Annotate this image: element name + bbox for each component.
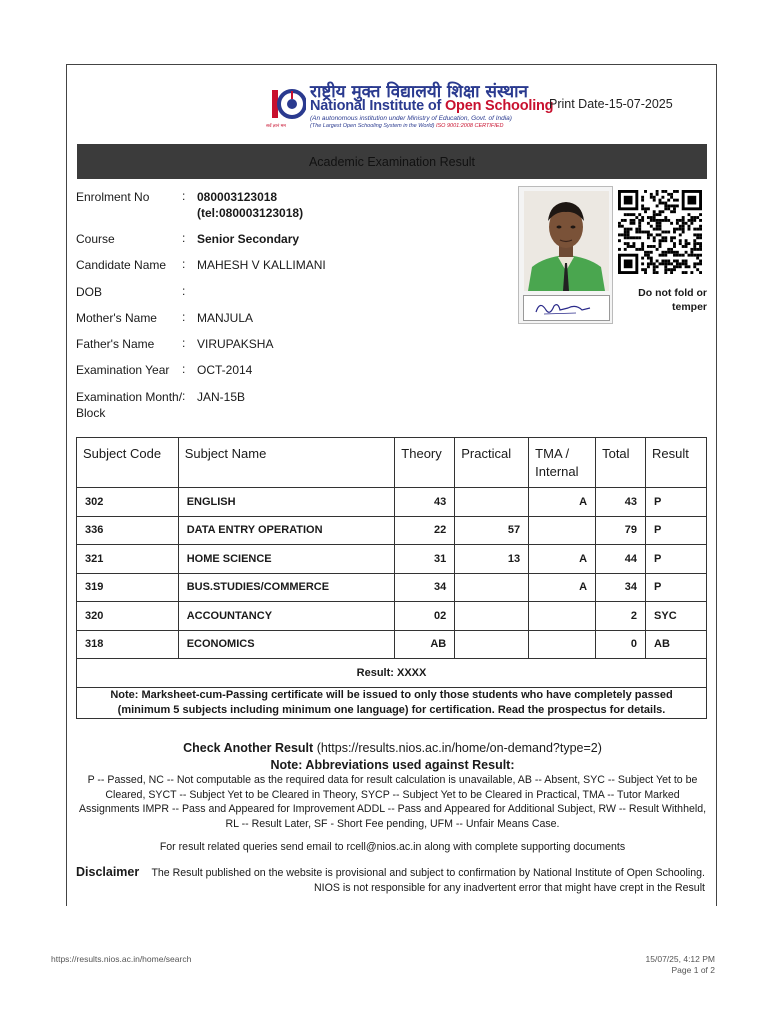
practical-marks xyxy=(455,573,529,602)
marks-table xyxy=(76,437,707,719)
subject-name: ECONOMICS xyxy=(178,630,395,659)
print-date: Print Date-15-07-2025 xyxy=(549,97,673,111)
theory-marks: 43 xyxy=(395,488,455,517)
col-header-subject-code: Subject Code xyxy=(77,438,179,488)
col-header-tma: TMA / Internal xyxy=(529,438,596,488)
subject-code: 319 xyxy=(77,573,179,602)
certificate-note-row xyxy=(77,687,707,718)
practical-marks xyxy=(455,488,529,517)
footer-url[interactable]: https://results.nios.ac.in/home/search xyxy=(51,954,192,964)
subject-code: 321 xyxy=(77,545,179,574)
candidate-photo xyxy=(524,191,609,291)
marks-table-header xyxy=(77,438,707,488)
table-row xyxy=(77,545,707,574)
table-row xyxy=(77,602,707,631)
table-row xyxy=(77,488,707,517)
tma-marks xyxy=(529,516,596,545)
practical-marks xyxy=(455,630,529,659)
logo-motto: सर्वं ज्ञानं मम xyxy=(266,123,286,128)
queries-note: For result related queries send email to rcell@nios.ac.in along with complete supporting documents xyxy=(159,841,626,853)
tma-marks: A xyxy=(529,488,596,517)
exam-year: OCT-2014 xyxy=(197,363,253,377)
subject-name: HOME SCIENCE xyxy=(178,545,395,574)
subject-name: DATA ENTRY OPERATION xyxy=(178,516,395,545)
disclaimer-label: Disclaimer xyxy=(76,865,140,879)
page-title: Academic Examination Result xyxy=(77,144,707,179)
subject-name: BUS.STUDIES/COMMERCE xyxy=(178,573,395,602)
footer-page-number: Page 1 of 2 xyxy=(671,965,715,975)
tma-marks xyxy=(529,630,596,659)
total-marks: 0 xyxy=(596,630,646,659)
nios-logo xyxy=(266,80,570,132)
candidate-photo-frame xyxy=(518,186,613,324)
practical-marks: 57 xyxy=(455,516,529,545)
subject-name: ENGLISH xyxy=(178,488,395,517)
practical-marks: 13 xyxy=(455,545,529,574)
institute-name-english: National Institute of Open Schooling xyxy=(310,98,554,114)
subject-result: P xyxy=(646,516,707,545)
col-header-subject-name: Subject Name xyxy=(178,438,395,488)
theory-marks: AB xyxy=(395,630,455,659)
theory-marks: 02 xyxy=(395,602,455,631)
institute-name-hindi: राष्ट्रीय मुक्त विद्यालयी शिक्षा संस्थान xyxy=(310,82,528,102)
candidate-signature xyxy=(523,295,610,321)
footer-meta xyxy=(560,954,715,976)
check-another-result-link[interactable]: (https://results.nios.ac.in/home/on-demand?type=2) xyxy=(316,741,602,755)
total-marks: 34 xyxy=(596,573,646,602)
institute-subtitle: (An autonomous institution under Ministry of Education, Govt. of India) xyxy=(310,115,512,122)
col-header-result: Result xyxy=(646,438,707,488)
certificate-note: Note: Marksheet-cum-Passing certificate will be issued to only those students who have completely passed (minimum 5 subjects including minimum one language) for certification. Read the prospectus for details. xyxy=(77,687,707,718)
subject-result: P xyxy=(646,545,707,574)
col-header-total: Total xyxy=(596,438,646,488)
col-header-theory: Theory xyxy=(395,438,455,488)
tma-marks: A xyxy=(529,545,596,574)
result-sheet: राष्ट्रीय मुक्त विद्यालयी शिक्षा संस्थान National Institute of Open Schooling (An autonomous institution under Ministry of Education, Govt. of India) (The Largest Open Schooling System in the World) ISO 9001:2008 CERTIFIED सर्वं ज्ञानं मम Print Date-15-07-2025 Academic Examination Result Enrolment No : 080003123018 (tel:080003123018) Course : Senior Secondary Candidate Name : MAHESH V KALLIMANI DOB : Mother's Name : MANJULA Father's Name : VIRUPAKSHA Examination Year : OCT-2014 Examination Month/ Block : JAN-15B Do not fold or temper Subject Code Subject Name Theory Practical TMA / Internal Total Result 302 ENGLISH 43 A 43 P 336 DATA ENTRY OPERATION 22 57 79 P 321 HOME SCIENCE 31 13 A 44 P 319 BUS.STUDIES/COMMERCE 34 A 34 P 320 ACCOUNTANCY 02 2 SYC 318 ECONOMICS AB 0 AB Result: XXXX Note: Marksheet-cum-Passing certificate will be issued to only those students who have completely passed (minimum 5 subjects including minimum one language) for certification. Read the prospectus for details. Check Another Result (https://results.nios.ac.in/home/on-demand?type=2) Note: Abbreviations used against Result: P -- Passed, NC -- Not computable as the required data for result calculation is unavailable, AB -- Absent, SYC -- Subject Yet to be Cleared, SYCT -- Subject Yet to be Cleared in Theory, SYCP -- Subject Yet to be Cleared in Practical, TMA -- Tutor Marked Assignments IMPR -- Pass and Appeared for Improvement ADDL -- Pass and Appeared for Additional Subject, RW -- Result Withheld, RL -- Result Later, SF - Short Fee pending, UFM -- Unfair Means Case. For result related queries send email to rcell@nios.ac.in along with complete supporting documents Disclaimer The Result published on the website is provisional and subject to confirmation by National Institute of Open Schooling. NIOS is not responsible for any inadvertent error that might have crept in the Result xyxy=(66,64,717,906)
subject-result: P xyxy=(646,573,707,602)
abbreviations-heading: Note: Abbreviations used against Result: xyxy=(270,758,515,772)
subject-code: 302 xyxy=(77,488,179,517)
mother-name: MANJULA xyxy=(197,311,254,325)
subject-result: AB xyxy=(646,630,707,659)
subject-code: 336 xyxy=(77,516,179,545)
col-header-practical: Practical xyxy=(455,438,529,488)
subject-code: 318 xyxy=(77,630,179,659)
overall-result-row xyxy=(77,659,707,688)
subject-name: ACCOUNTANCY xyxy=(178,602,395,631)
total-marks: 79 xyxy=(596,516,646,545)
qr-note: Do not fold or temper xyxy=(638,287,707,313)
theory-marks: 31 xyxy=(395,545,455,574)
check-another-result-label[interactable]: Check Another Result xyxy=(183,741,314,755)
nios-emblem-icon xyxy=(270,86,306,122)
enrolment-tel-link[interactable]: (tel:080003123018) xyxy=(197,206,304,220)
theory-marks: 34 xyxy=(395,573,455,602)
disclaimer-text: The Result published on the website is provisional and subject to confirmation by National Institute of Open Schooling. NIOS is not responsible for any inadvertent error that might have crept in the Result xyxy=(151,867,705,894)
tma-marks: A xyxy=(529,573,596,602)
abbreviations-text: P -- Passed, NC -- Not computable as the required data for result calculation is unavailable, AB -- Absent, SYC -- Subject Yet to be Cleared, SYCT -- Subject Yet to be Cleared in Theory, SYCP -- Subject Yet to be Cleared in Practical, TMA -- Tutor Marked Assignments IMPR -- Pass and Appeared for Improvement ADDL -- Pass and Appeared for Additional Subject, RW -- Result Withheld, RL -- Result Later, SF - Short Fee pending, UFM -- Unfair Means Case. xyxy=(78,774,707,830)
practical-marks xyxy=(455,602,529,631)
subject-result: SYC xyxy=(646,602,707,631)
overall-result: Result: XXXX xyxy=(77,659,707,688)
table-row xyxy=(77,516,707,545)
subject-code: 320 xyxy=(77,602,179,631)
subject-result: P xyxy=(646,488,707,517)
candidate-name: MAHESH V KALLIMANI xyxy=(197,258,326,272)
theory-marks: 22 xyxy=(395,516,455,545)
total-marks: 2 xyxy=(596,602,646,631)
total-marks: 44 xyxy=(596,545,646,574)
tma-marks xyxy=(529,602,596,631)
table-row xyxy=(77,630,707,659)
enrolment-number: 080003123018 xyxy=(197,190,278,204)
total-marks: 43 xyxy=(596,488,646,517)
father-name: VIRUPAKSHA xyxy=(197,337,274,351)
institute-tagline: (The Largest Open Schooling System in the World) ISO 9001:2008 CERTIFIED xyxy=(310,123,504,129)
table-row xyxy=(77,573,707,602)
course-value: Senior Secondary xyxy=(197,232,300,246)
check-another-result xyxy=(67,741,718,755)
verification-qr-code xyxy=(614,190,706,274)
footer-datetime: 15/07/25, 4:12 PM xyxy=(645,954,715,964)
exam-month-block: JAN-15B xyxy=(197,390,246,404)
